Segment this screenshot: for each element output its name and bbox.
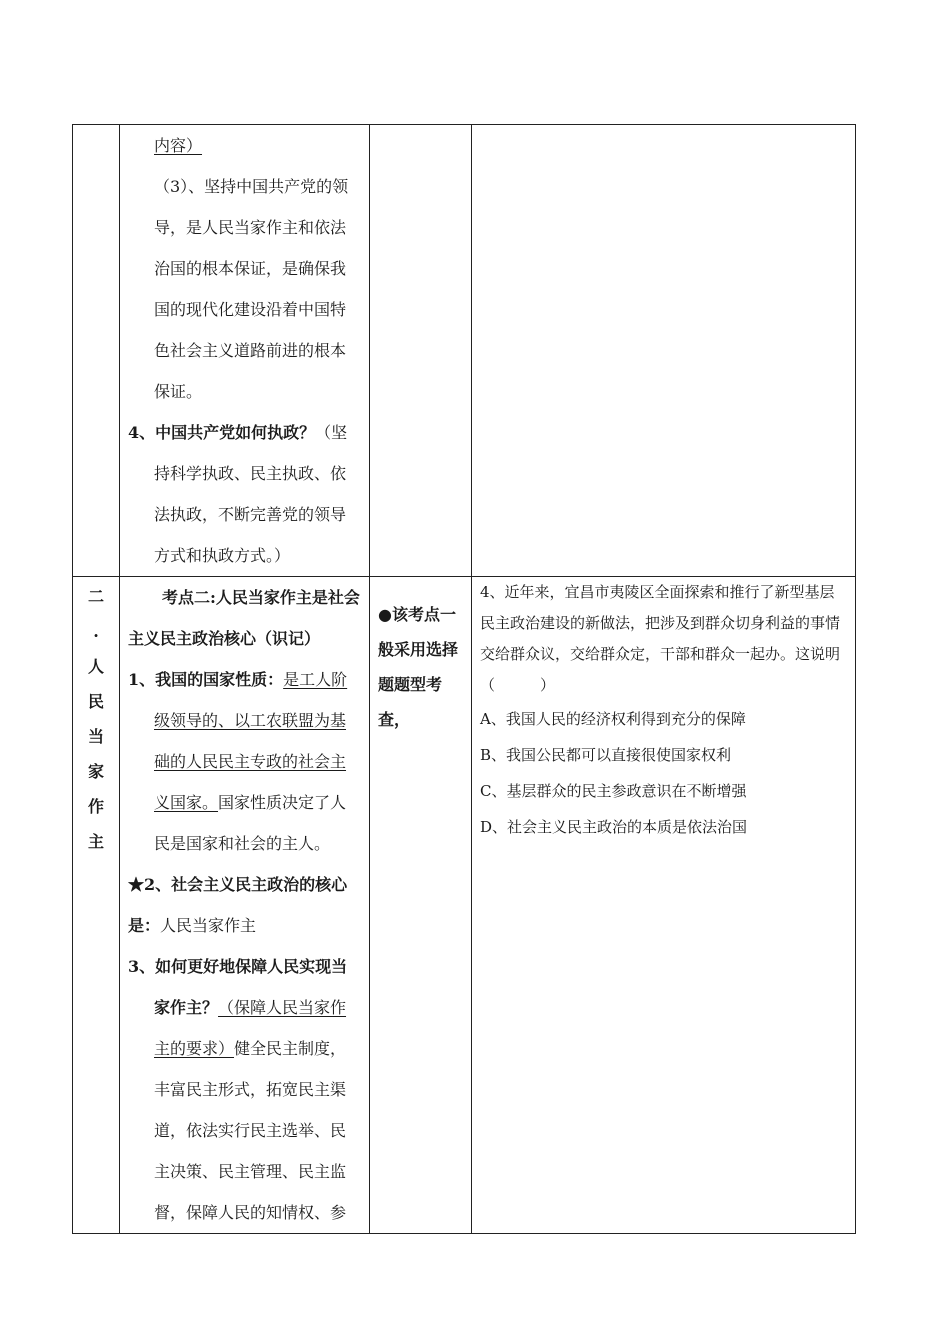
- content-table: [72, 124, 856, 1234]
- exam-note-cell: [370, 125, 472, 577]
- option-d: D、社会主义民主政治的本质是依法治国: [480, 818, 748, 836]
- item-2-label: ★2、社会主义民主政治的核心是：: [128, 875, 348, 935]
- item-3: [128, 946, 361, 1233]
- question-4-answer: （坚持科学执政、民主执政、依法执政，不断完善党的领导方式和执政方式。）: [154, 423, 348, 565]
- item-1-underlined: 是工人阶级领导的、以工农联盟为基础的人民民主专政的社会主义国家。: [154, 670, 348, 812]
- item-1-label: 1、我国的国家性质：: [128, 670, 284, 689]
- section-title: 二 . 人 民 当 家 作 主: [87, 587, 104, 851]
- topic-heading: 考点二:人民当家作主是社会主义民主政治核心（识记）: [128, 588, 360, 648]
- option-c: C、基层群众的民主参政意识在不断增强: [480, 782, 747, 800]
- question-4-label: 4、中国共产党如何执政？: [128, 423, 316, 442]
- table-row: [73, 125, 856, 577]
- section-cell: [73, 577, 120, 1234]
- item-3-label: 3、如何更好地保障人民实现当家作主？: [128, 957, 348, 1017]
- continued-text: 内容）: [154, 136, 203, 155]
- item-3-rest: 健全民主制度，丰富民主形式，拓宽民主渠道，依法实行民主选举、民主决策、民主管理、民主监督，保障人民的知情权、参: [154, 1039, 347, 1222]
- option-b: B、我国公民都可以直接很使国家权利: [480, 746, 732, 764]
- table-row: [73, 577, 856, 1234]
- exercise-cell: [472, 577, 856, 1234]
- section-cell: [73, 125, 120, 577]
- knowledge-cell: [120, 125, 370, 577]
- exercise-cell: [472, 125, 856, 577]
- exam-note: ●该考点一般采用选择题题型考查，: [378, 605, 459, 729]
- item-2-answer: 人民当家作主: [160, 916, 257, 935]
- item-1-rest: 国家性质决定了人民是国家和社会的主人。: [154, 793, 347, 853]
- question-text: 4、近年来，宜昌市夷陵区全面探索和推行了新型基层民主政治建设的新做法，把涉及到群众切身利益的事情交给群众议，交给群众定，干部和群众一起办。这说明（ ）: [480, 583, 841, 694]
- item-2: [128, 864, 361, 946]
- option-a: A、我国人民的经济权利得到充分的保障: [480, 710, 746, 728]
- question-4: [128, 412, 361, 576]
- item-3-underlined: （保障人民当家作主的要求）: [154, 998, 347, 1058]
- point-3-text: （3）、坚持中国共产党的领导，是人民当家作主和依法治国的根本保证，是确保我国的现代化建设沿着中国特色社会主义道路前进的根本保证。: [154, 177, 349, 401]
- knowledge-cell: [120, 577, 370, 1234]
- exam-note-cell: [370, 577, 472, 1234]
- item-1: [128, 659, 361, 864]
